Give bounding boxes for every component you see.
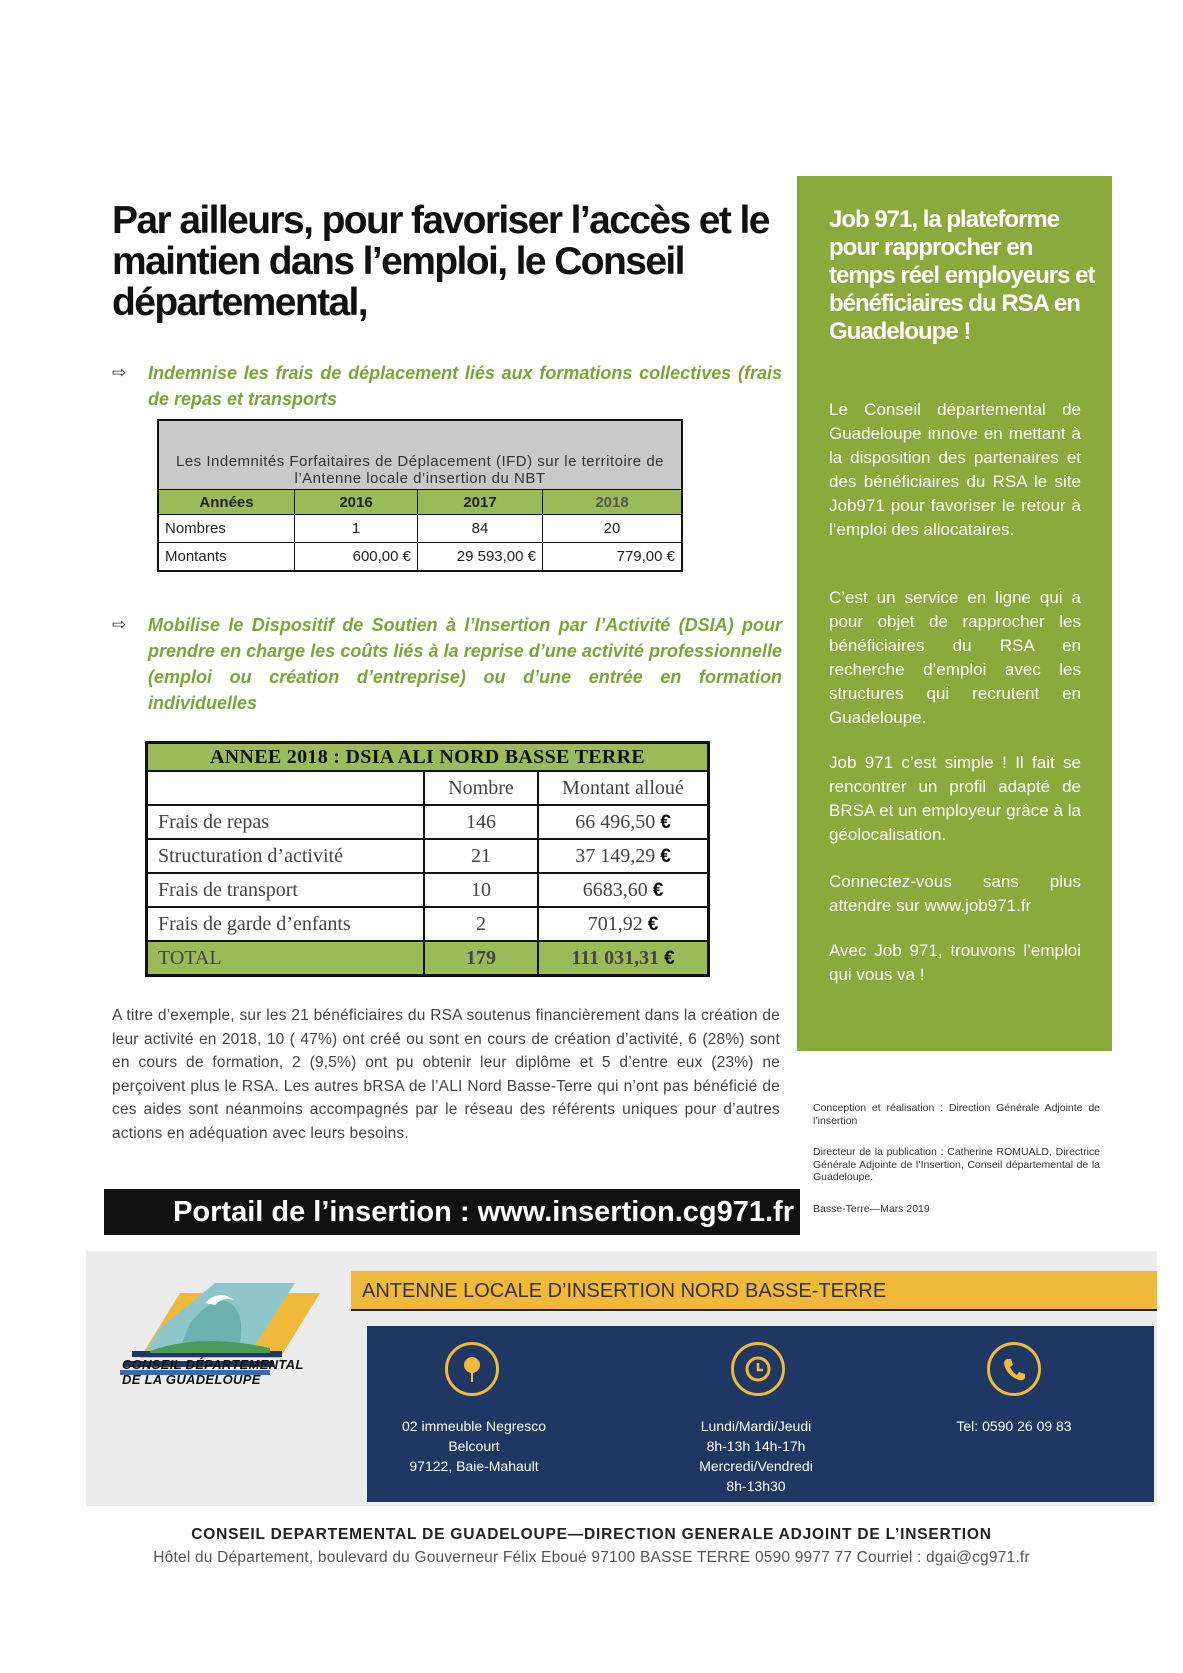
bullet-ifd-text: Indemnise les frais de déplacement liés aux formations collectives (frais de repas et transports — [148, 363, 782, 409]
dsia-montant-value: 66 496,50 — [575, 810, 656, 833]
logo-line: DE LA GUADELOUPE — [122, 1372, 261, 1387]
dsia-nombre: 21 — [424, 839, 538, 873]
dsia-montant-value: 6683,60 — [582, 878, 648, 901]
example-paragraph: A titre d’exemple, sur les 21 bénéficiaires du RSA soutenus financièrement dans la création de leur activité en 2018, 10 ( 47%) ont créé ou sont en cours de création d’activité, 6 (28%) sont en cours de formation, 2 (9,5%) ont pu obtenir leur diplôme et 5 d’entre eux (23%) ne perçoivent plus le RSA. Les autres bRSA de l’ALI Nord Basse-Terre qui n’ont pas bénéficié de ces aides sont néanmoins accompagnés par le réseau des référents uniques pour d’autres actions en adéquation avec leurs besoins. — [112, 1007, 780, 1142]
ifd-header-annees: Années — [158, 490, 295, 515]
dsia-montant-value: 37 149,29 — [575, 844, 656, 867]
table-row — [158, 543, 682, 572]
dsia-montant — [538, 873, 709, 907]
ifd-header-2017: 2017 — [418, 490, 543, 515]
antenne-title: ANTENNE LOCALE D’INSERTION NORD BASSE-TERRE — [362, 1280, 887, 1302]
sidebar-paragraph: Job 971 c’est simple ! Il fait se rencontrer un profil adapté de BRSA et un employeur grâce à la géolocalisation. — [829, 753, 1081, 844]
dsia-table — [145, 741, 710, 977]
table-row — [147, 873, 709, 907]
ifd-cell: 1 — [295, 515, 418, 543]
arrow-icon: ⇨ — [112, 363, 127, 383]
page-heading: Par ailleurs, pour favoriser l’accès et le maintien dans l’emploi, le Conseil départemental, — [112, 199, 769, 324]
sidebar-paragraph: C’est un service en ligne qui a pour objet de rapprocher les bénéficiaires du RSA en recherche d’emploi avec les structures qui recrutent en Guadeloupe. — [829, 588, 1081, 727]
dsia-total-montant-value: 111 031,31 — [571, 946, 660, 969]
ifd-cell: 20 — [543, 515, 683, 543]
job971-sidebar — [797, 176, 1112, 1051]
dsia-montant — [538, 839, 709, 873]
address-line: Belcourt — [448, 1438, 500, 1454]
bottom-address: Hôtel du Département, boulevard du Gouverneur Félix Eboué 97100 BASSE TERRE 0590 9977 77 Courriel : dgai@cg971.fr — [153, 1549, 1030, 1566]
dsia-montant-value: 701,92 — [587, 912, 643, 935]
colophon-directeur: Directeur de la publication : Catherine ROMUALD, Directrice Générale Adjointe de l’Insertion, Conseil départemental de la Guadeloupe. — [813, 1146, 1100, 1183]
dsia-total-row — [147, 941, 709, 976]
dsia-row-label: Structuration d’activité — [147, 839, 425, 873]
hours-line: 8h-13h30 — [726, 1478, 786, 1494]
dsia-table-title: ANNEE 2018 : DSIA ALI NORD BASSE TERRE — [147, 743, 709, 772]
dsia-total-nombre: 179 — [424, 941, 538, 976]
clock-icon — [731, 1342, 785, 1396]
table-row — [158, 515, 682, 543]
euro-sign: € — [660, 811, 671, 833]
phone-block — [899, 1416, 1129, 1436]
euro-sign: € — [664, 947, 675, 969]
dsia-montant — [538, 907, 709, 941]
colophon-date: Basse-Terre—Mars 2019 — [813, 1203, 930, 1215]
ifd-cell: 779,00 € — [543, 543, 683, 572]
sidebar-title: Job 971, la plateforme pour rapprocher en temps réel employeurs et bénéficiaires du RSA en Guadeloupe ! — [829, 206, 1095, 345]
table-row — [147, 805, 709, 839]
ifd-cell: 84 — [418, 515, 543, 543]
sidebar-paragraph: Connectez-vous sans plus attendre sur www.job971.fr — [829, 872, 1081, 915]
divider — [351, 1309, 1157, 1311]
ifd-cell: 29 593,00 € — [418, 543, 543, 572]
logo-text — [122, 1357, 312, 1387]
ifd-header-2018: 2018 — [543, 490, 683, 515]
dsia-header-empty — [147, 771, 425, 805]
sidebar-paragraph: Le Conseil départemental de Guadeloupe innove en mettant à la disposition des partenaires et des bénéficiaires du RSA le site Job971 pour favoriser le retour à l’emploi des allocataires. — [829, 400, 1081, 539]
euro-sign: € — [652, 879, 664, 901]
ifd-table-title: Les Indemnités Forfaitaires de Déplacement (IFD) sur le territoire de l’Antenne locale d’insertion du NBT — [158, 420, 682, 490]
address-block — [359, 1416, 589, 1476]
location-pin-icon — [445, 1342, 499, 1396]
ifd-cell: 600,00 € — [295, 543, 418, 572]
dsia-header-row — [147, 771, 709, 805]
sidebar-paragraph: Avec Job 971, trouvons l’emploi qui vous va ! — [829, 941, 1081, 984]
arrow-icon: ⇨ — [112, 615, 127, 635]
ifd-row-label: Nombres — [158, 515, 295, 543]
antenne-title-bar — [351, 1271, 1157, 1311]
dsia-nombre: 2 — [424, 907, 538, 941]
bullet-ifd — [112, 360, 782, 412]
address-line: 97122, Baie-Mahault — [409, 1458, 539, 1474]
euro-sign: € — [660, 845, 671, 867]
hours-line: Mercredi/Vendredi — [699, 1458, 813, 1474]
hours-block — [641, 1416, 871, 1496]
bullet-dsia — [112, 612, 782, 716]
dsia-total-montant — [538, 941, 709, 976]
dsia-nombre: 10 — [424, 873, 538, 907]
dsia-header-montant: Montant alloué — [538, 771, 709, 805]
euro-sign: € — [647, 913, 659, 935]
bottom-org-title: CONSEIL DEPARTEMENTAL DE GUADELOUPE—DIRECTION GENERALE ADJOINT DE L’INSERTION — [191, 1526, 992, 1543]
dsia-total-label: TOTAL — [147, 941, 425, 976]
phone-number: Tel: 0590 26 09 83 — [956, 1418, 1072, 1434]
dsia-row-label: Frais de repas — [147, 805, 425, 839]
ifd-table-header-row — [158, 490, 682, 515]
hours-line: 8h-13h 14h-17h — [706, 1438, 806, 1454]
ifd-header-2016: 2016 — [295, 490, 418, 515]
logo-line: CONSEIL DÉPARTEMENTAL — [122, 1357, 304, 1372]
ifd-table — [157, 419, 683, 572]
hours-line: Lundi/Mardi/Jeudi — [700, 1418, 812, 1434]
portal-banner — [104, 1189, 800, 1235]
contact-info-panel — [367, 1326, 1154, 1502]
table-row — [147, 907, 709, 941]
ifd-row-label: Montants — [158, 543, 295, 572]
dsia-nombre: 146 — [424, 805, 538, 839]
dsia-header-nombre: Nombre — [424, 771, 538, 805]
dsia-row-label: Frais de transport — [147, 873, 425, 907]
phone-icon — [987, 1342, 1041, 1396]
dsia-montant — [538, 805, 709, 839]
portal-banner-text: Portail de l’insertion : www.insertion.cg971.fr — [173, 1196, 794, 1228]
dsia-row-label: Frais de garde d’enfants — [147, 907, 425, 941]
address-line: 02 immeuble Negresco — [402, 1418, 546, 1434]
colophon-conception: Conception et réalisation : Direction Générale Adjointe de l’insertion — [813, 1102, 1100, 1127]
bullet-dsia-text: Mobilise le Dispositif de Soutien à l’Insertion par l’Activité (DSIA) pour prendre en charge les coûts liés à la reprise d’une activité professionnelle (emploi ou création d’entreprise) ou d’une entrée en formation individuelles — [148, 615, 782, 713]
table-row — [147, 839, 709, 873]
